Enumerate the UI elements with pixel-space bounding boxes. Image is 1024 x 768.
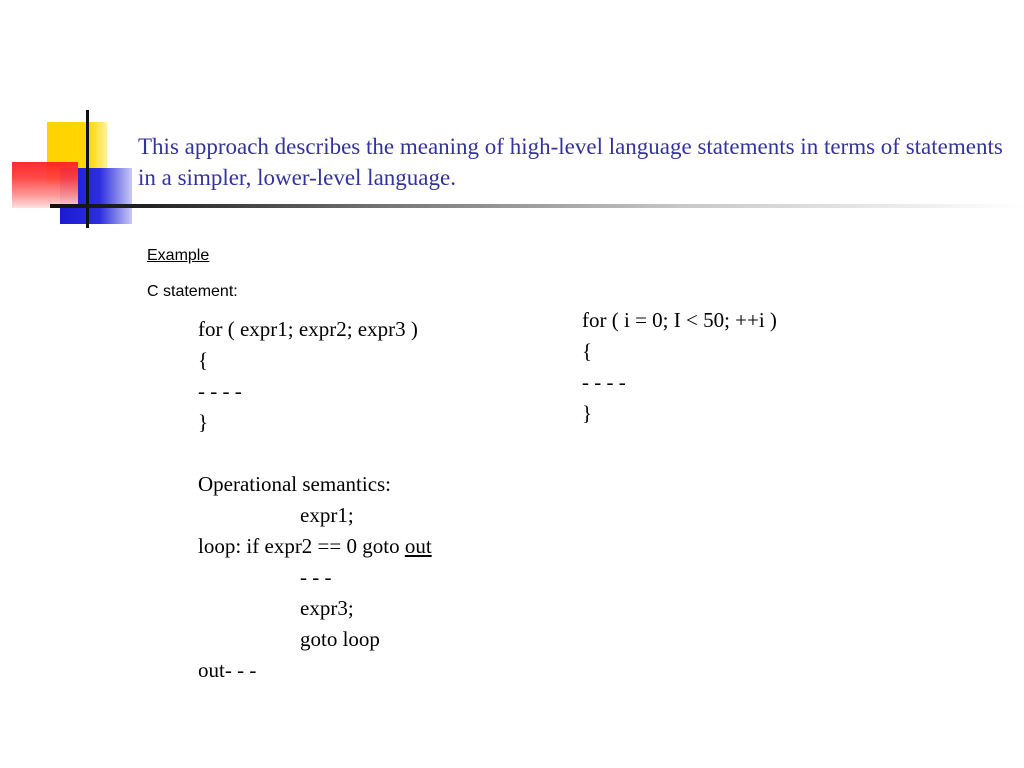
left-code-block (198, 314, 432, 686)
right-code-line-open-brace: { (582, 339, 593, 363)
code-line-dots: - - - - (198, 379, 242, 403)
code-line-expr3: expr3; (300, 596, 354, 620)
code-line-blank (198, 438, 432, 469)
right-code-line-for: for ( i = 0; I < 50; ++i ) (582, 308, 777, 332)
right-code-block (582, 305, 777, 429)
logo-red-square (12, 162, 78, 208)
title-underline-divider (50, 204, 1024, 208)
logo-vertical-line (86, 110, 89, 228)
example-label: Example (147, 247, 210, 264)
right-code-line-close-brace: } (582, 401, 593, 425)
slide-title: This approach describes the meaning of high-level language statements in terms of statements in a simpler, lower-level language. (138, 134, 1003, 190)
code-line-open-brace: { (198, 348, 209, 372)
code-line-goto-loop: goto loop (300, 627, 380, 651)
code-line-out: out- - - (198, 658, 257, 682)
c-statement-label: C statement: (147, 283, 238, 300)
code-line-expr1: expr1; (300, 503, 354, 527)
loop-target-out: out (404, 534, 432, 558)
right-code-line-dots: - - - - (582, 370, 626, 394)
code-line-close-brace: } (198, 410, 209, 434)
code-line-dots2: - - - (300, 565, 332, 589)
code-line-op-semantics: Operational semantics: (198, 472, 392, 496)
code-line-loop (198, 531, 432, 562)
loop-prefix: loop: if expr2 == 0 goto (198, 534, 405, 558)
code-line-for: for ( expr1; expr2; expr3 ) (198, 317, 418, 341)
